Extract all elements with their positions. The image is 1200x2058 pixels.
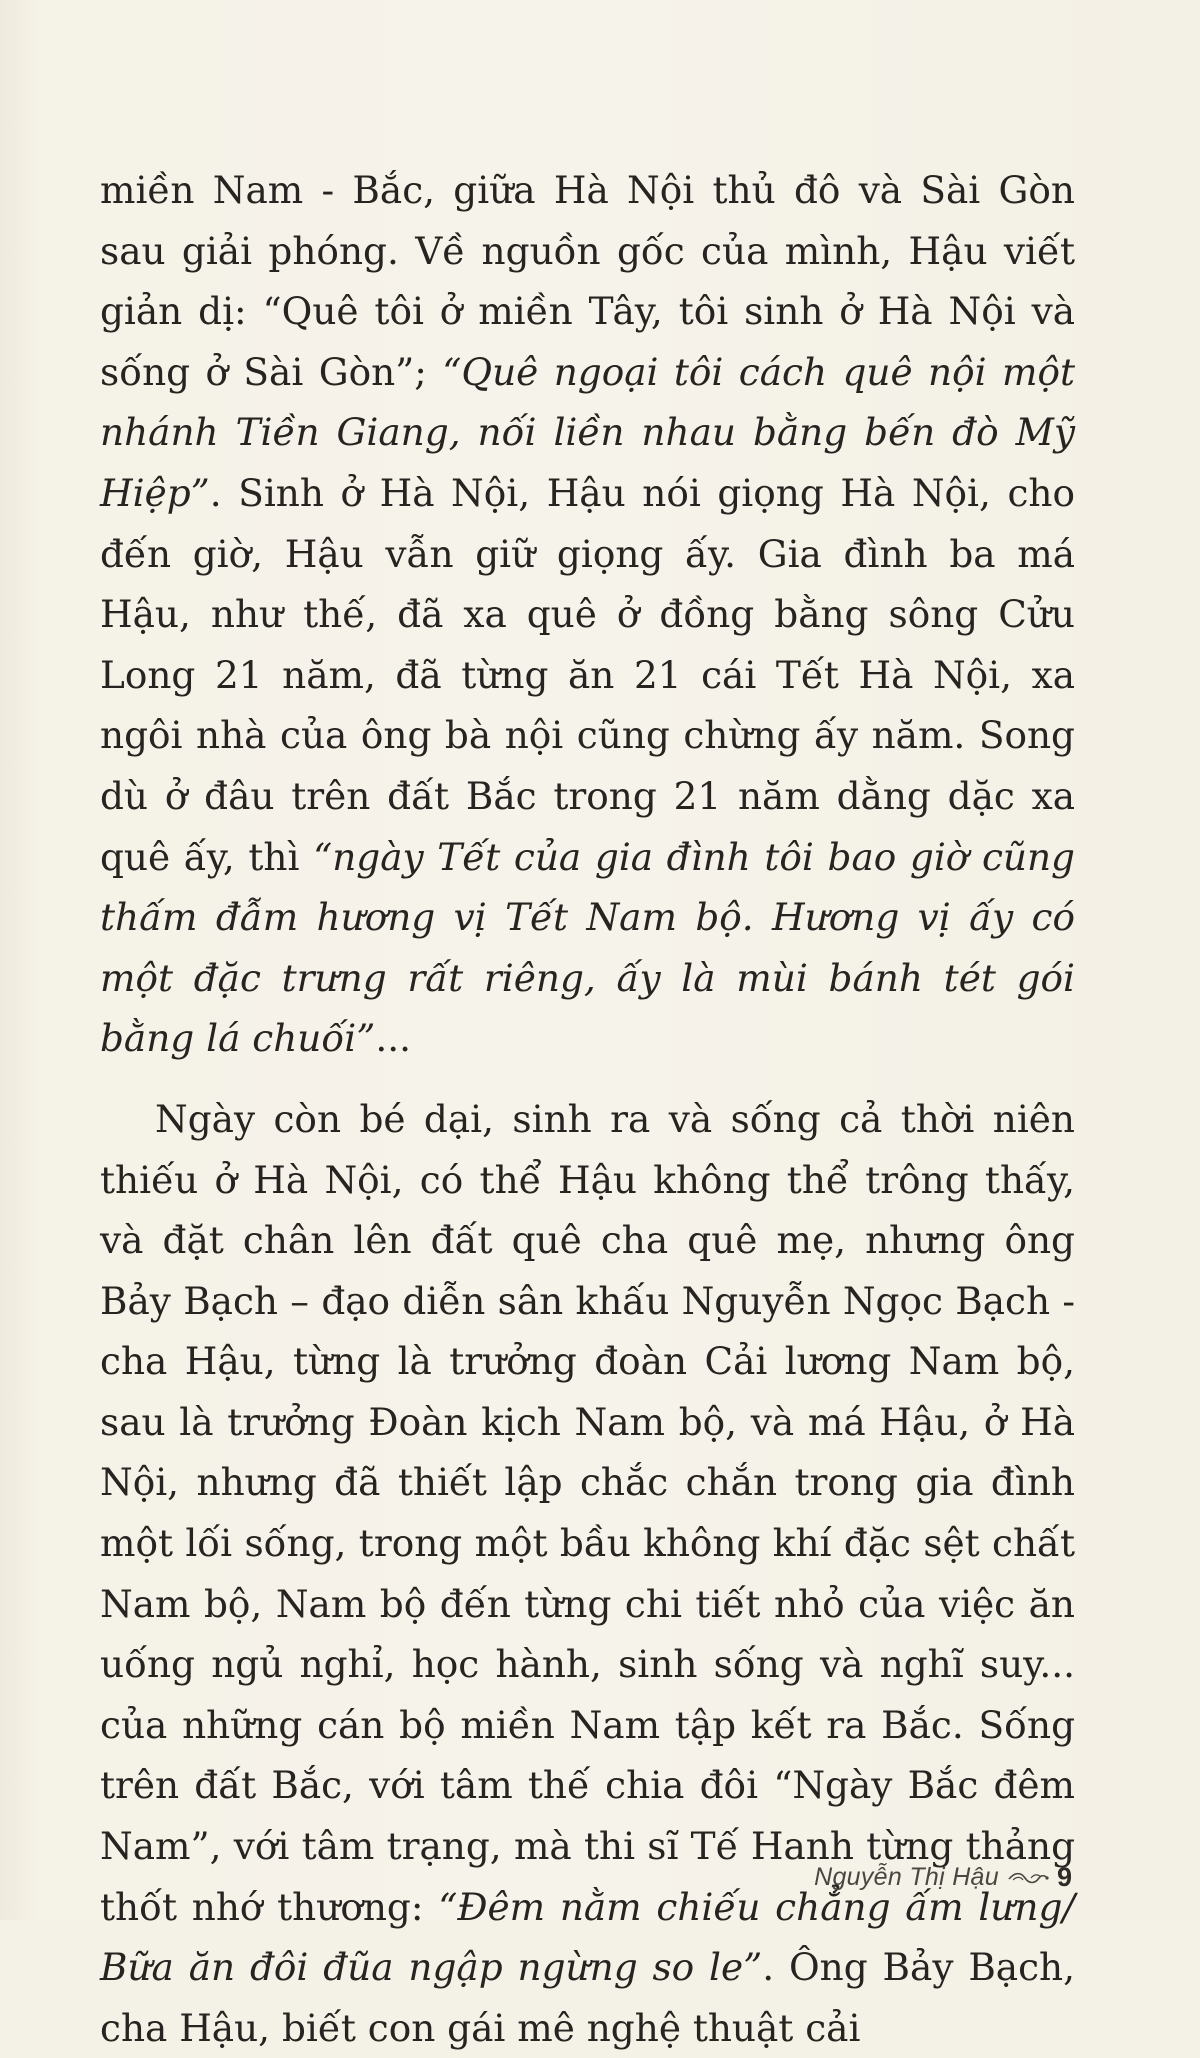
paragraph-2-text-2: . Ông Bảy Bạch, cha Hậu, biết con gái mê nghệ thuật cải xyxy=(100,1945,1075,2050)
paragraph-1-ellipsis: ... xyxy=(375,1016,411,1061)
paragraph-2 xyxy=(100,1089,1075,2058)
paragraph-1-text-2: . Sinh ở Hà Nội, Hậu nói giọng Hà Nội, cho đến giờ, Hậu vẫn giữ giọng ấy. Gia đình ba má Hậu, như thế, đã xa quê ở đồng bằng sông Cửu Long 21 năm, đã từng ăn 21 cái Tết Hà Nội, xa ngôi nhà của ông bà nội cũng chừng ấy năm. Song dù ở đâu trên đất Bắc trong 21 năm dằng dặc xa quê ấy, thì xyxy=(100,470,1075,879)
scroll-ornament-icon xyxy=(1007,1870,1049,1886)
page-number: 9 xyxy=(1056,1862,1072,1892)
body-text xyxy=(100,160,1075,2058)
running-footer-author: Nguyễn Thị Hậu xyxy=(814,1863,999,1891)
paragraph-2-text-1: Ngày còn bé dại, sinh ra và sống cả thời niên thiếu ở Hà Nội, có thể Hậu không thể trông thấy, và đặt chân lên đất quê cha quê mẹ, nhưng ông Bảy Bạch – đạo diễn sân khấu Nguyễn Ngọc Bạch - cha Hậu, từng là trưởng đoàn Cải lương Nam bộ, sau là trưởng Đoàn kịch Nam bộ, và má Hậu, ở Hà Nội, nhưng đã thiết lập chắc chắn trong gia đình một lối sống, trong một bầu không khí đặc sệt chất Nam bộ, Nam bộ đến từng chi tiết nhỏ của việc ăn uống ngủ nghỉ, học hành, sinh sống và nghĩ suy... của những cán bộ miền Nam tập kết ra Bắc. Sống trên đất Bắc, với tâm thế chia đôi “Ngày Bắc đêm Nam”, với tâm trạng, mà thi sĩ Tế Hanh từng thảng thốt nhớ thương: xyxy=(100,1096,1075,1929)
paragraph-1-quote-1: “Quê ngoại tôi cách quê nội một nhánh Tiền Giang, nối liền nhau bằng bến đò Mỹ Hiệp” xyxy=(100,349,1075,515)
page-footer xyxy=(814,1862,1072,1893)
paragraph-1-text-1: miền Nam - Bắc, giữa Hà Nội thủ đô và Sài Gòn sau giải phóng. Về nguồn gốc của mình, Hậu viết giản dị: “Quê tôi ở miền Tây, tôi sinh ở Hà Nội và sống ở Sài Gòn”; xyxy=(100,168,1075,394)
paragraph-1 xyxy=(100,160,1075,1069)
paragraph-1-quote-2: “ngày Tết của gia đình tôi bao giờ cũng thấm đẫm hương vị Tết Nam bộ. Hương vị ấy có một đặc trưng rất riêng, ấy là mùi bánh tét gói bằng lá chuối” xyxy=(100,834,1075,1061)
paragraph-2-quote-1: “Đêm nằm chiếu chẳng ấm lưng/ Bữa ăn đôi đũa ngập ngừng so le” xyxy=(100,1884,1075,1990)
